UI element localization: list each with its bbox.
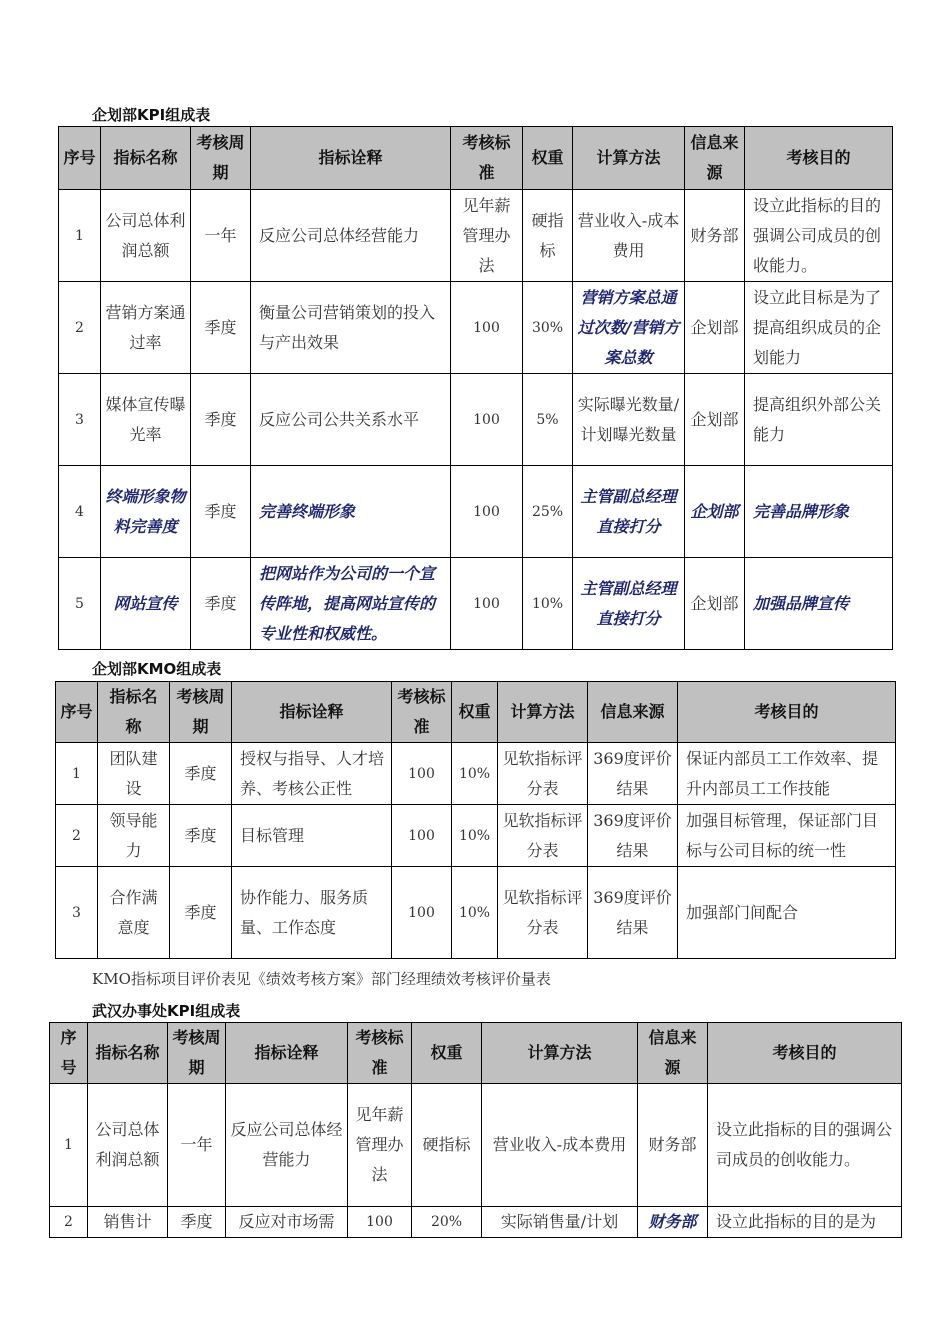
table-row <box>56 867 896 959</box>
cell-weight: 10% <box>523 558 573 650</box>
cell-desc: 完善终端形象 <box>251 466 451 558</box>
kpi-table-planning <box>58 126 893 650</box>
cell-method: 营业收入-成本费用 <box>482 1084 638 1207</box>
cell-standard: 见年薪管理办法 <box>451 190 523 282</box>
cell-no: 3 <box>59 374 101 466</box>
cell-name: 销售计 <box>88 1207 168 1238</box>
cell-name: 团队建设 <box>98 743 170 805</box>
header-standard: 考核标准 <box>451 127 523 190</box>
cell-no: 3 <box>56 867 98 959</box>
cell-purpose: 加强部门间配合 <box>678 867 896 959</box>
cell-weight: 10% <box>452 743 498 805</box>
cell-desc: 反应公司总体经营能力 <box>251 190 451 282</box>
cell-desc: 把网站作为公司的一个宣传阵地，提高网站宣传的专业性和权威性。 <box>251 558 451 650</box>
section2-title: 企划部KMO组成表 <box>92 660 222 678</box>
cell-no: 5 <box>59 558 101 650</box>
table-row <box>50 1084 902 1207</box>
header-method: 计算方法 <box>482 1023 638 1084</box>
cell-period: 季度 <box>168 1207 226 1238</box>
cell-desc: 反应公司总体经营能力 <box>226 1084 348 1207</box>
kpi-table-wuhan <box>49 1022 902 1238</box>
kmo-note: KMO指标项目评价表见《绩效考核方案》部门经理绩效考核评价量表 <box>92 970 551 988</box>
cell-weight: 10% <box>452 867 498 959</box>
header-desc: 指标诠释 <box>251 127 451 190</box>
cell-method: 营业收入-成本费用 <box>573 190 685 282</box>
cell-no: 4 <box>59 466 101 558</box>
header-no: 序号 <box>59 127 101 190</box>
cell-period: 季度 <box>191 374 251 466</box>
cell-desc: 反应公司公共关系水平 <box>251 374 451 466</box>
table-row <box>50 1207 902 1238</box>
cell-method: 实际销售量/计划 <box>482 1207 638 1238</box>
cell-source: 财务部 <box>685 190 745 282</box>
cell-purpose: 完善品牌形象 <box>745 466 893 558</box>
kmo-table-planning <box>55 681 896 959</box>
header-method: 计算方法 <box>498 682 588 743</box>
header-no: 序号 <box>50 1023 88 1084</box>
cell-method: 主管副总经理直接打分 <box>573 558 685 650</box>
cell-name: 营销方案通过率 <box>101 282 191 374</box>
cell-period: 一年 <box>191 190 251 282</box>
cell-source: 企划部 <box>685 558 745 650</box>
cell-weight: 20% <box>412 1207 482 1238</box>
cell-name: 网站宣传 <box>101 558 191 650</box>
cell-source: 企划部 <box>685 374 745 466</box>
cell-desc: 衡量公司营销策划的投入与产出效果 <box>251 282 451 374</box>
header-purpose: 考核目的 <box>745 127 893 190</box>
header-method: 计算方法 <box>573 127 685 190</box>
header-source: 信息来源 <box>638 1023 708 1084</box>
cell-name: 公司总体利润总额 <box>88 1084 168 1207</box>
cell-name: 合作满意度 <box>98 867 170 959</box>
table-row <box>56 805 896 867</box>
section3-title: 武汉办事处KPI组成表 <box>92 1002 241 1020</box>
cell-desc: 目标管理 <box>232 805 392 867</box>
cell-period: 一年 <box>168 1084 226 1207</box>
cell-desc: 协作能力、服务质量、工作态度 <box>232 867 392 959</box>
cell-period: 季度 <box>191 282 251 374</box>
cell-source: 369度评价结果 <box>588 867 678 959</box>
cell-no: 1 <box>56 743 98 805</box>
cell-purpose: 加强目标管理，保证部门目标与公司目标的统一性 <box>678 805 896 867</box>
cell-name: 领导能力 <box>98 805 170 867</box>
header-desc: 指标诠释 <box>226 1023 348 1084</box>
cell-weight: 5% <box>523 374 573 466</box>
header-period: 考核周期 <box>191 127 251 190</box>
cell-purpose: 加强品牌宣传 <box>745 558 893 650</box>
header-no: 序号 <box>56 682 98 743</box>
cell-no: 2 <box>50 1207 88 1238</box>
header-desc: 指标诠释 <box>232 682 392 743</box>
cell-weight: 硬指标 <box>412 1084 482 1207</box>
cell-weight: 30% <box>523 282 573 374</box>
cell-standard: 100 <box>451 558 523 650</box>
cell-no: 2 <box>56 805 98 867</box>
table-header-row <box>56 682 896 743</box>
cell-standard: 100 <box>392 805 452 867</box>
cell-period: 季度 <box>170 743 232 805</box>
cell-source: 369度评价结果 <box>588 805 678 867</box>
header-name: 指标名称 <box>98 682 170 743</box>
cell-source: 企划部 <box>685 282 745 374</box>
header-period: 考核周期 <box>168 1023 226 1084</box>
cell-standard: 100 <box>451 282 523 374</box>
cell-period: 季度 <box>170 805 232 867</box>
cell-purpose: 保证内部员工工作效率、提升内部员工工作技能 <box>678 743 896 805</box>
header-standard: 考核标准 <box>392 682 452 743</box>
table-row <box>59 374 893 466</box>
cell-standard: 100 <box>451 466 523 558</box>
header-period: 考核周期 <box>170 682 232 743</box>
cell-purpose: 设立此指标的目的是为 <box>708 1207 902 1238</box>
cell-period: 季度 <box>191 466 251 558</box>
cell-period: 季度 <box>191 558 251 650</box>
header-weight: 权重 <box>412 1023 482 1084</box>
header-purpose: 考核目的 <box>708 1023 902 1084</box>
cell-purpose: 设立此指标的目的强调公司成员的创收能力。 <box>708 1084 902 1207</box>
cell-source: 财务部 <box>638 1207 708 1238</box>
header-name: 指标名称 <box>101 127 191 190</box>
cell-desc: 反应对市场需 <box>226 1207 348 1238</box>
cell-standard: 100 <box>392 743 452 805</box>
table-row <box>59 466 893 558</box>
section1-title: 企划部KPI组成表 <box>92 106 211 124</box>
cell-method: 营销方案总通过次数/营销方案总数 <box>573 282 685 374</box>
cell-method: 见软指标评分表 <box>498 805 588 867</box>
cell-period: 季度 <box>170 867 232 959</box>
header-source: 信息来源 <box>685 127 745 190</box>
table-row <box>56 743 896 805</box>
cell-no: 1 <box>59 190 101 282</box>
table-row <box>59 558 893 650</box>
cell-weight: 25% <box>523 466 573 558</box>
cell-source: 财务部 <box>638 1084 708 1207</box>
cell-desc: 授权与指导、人才培养、考核公正性 <box>232 743 392 805</box>
cell-standard: 100 <box>392 867 452 959</box>
cell-method: 实际曝光数量/计划曝光数量 <box>573 374 685 466</box>
cell-no: 1 <box>50 1084 88 1207</box>
cell-purpose: 设立此指标的目的强调公司成员的创收能力。 <box>745 190 893 282</box>
cell-no: 2 <box>59 282 101 374</box>
cell-standard: 100 <box>451 374 523 466</box>
header-weight: 权重 <box>452 682 498 743</box>
cell-name: 媒体宣传曝光率 <box>101 374 191 466</box>
cell-purpose: 提高组织外部公关能力 <box>745 374 893 466</box>
header-purpose: 考核目的 <box>678 682 896 743</box>
cell-standard: 100 <box>348 1207 412 1238</box>
table-header-row <box>50 1023 902 1084</box>
header-source: 信息来源 <box>588 682 678 743</box>
cell-purpose: 设立此目标是为了提高组织成员的企划能力 <box>745 282 893 374</box>
cell-weight: 10% <box>452 805 498 867</box>
cell-standard: 见年薪管理办法 <box>348 1084 412 1207</box>
table-row <box>59 190 893 282</box>
cell-source: 369度评价结果 <box>588 743 678 805</box>
cell-name: 终端形象物料完善度 <box>101 466 191 558</box>
header-standard: 考核标准 <box>348 1023 412 1084</box>
table-row <box>59 282 893 374</box>
cell-method: 见软指标评分表 <box>498 743 588 805</box>
cell-weight: 硬指标 <box>523 190 573 282</box>
cell-method: 主管副总经理直接打分 <box>573 466 685 558</box>
cell-method: 见软指标评分表 <box>498 867 588 959</box>
header-name: 指标名称 <box>88 1023 168 1084</box>
cell-source: 企划部 <box>685 466 745 558</box>
cell-name: 公司总体利润总额 <box>101 190 191 282</box>
table-header-row <box>59 127 893 190</box>
header-weight: 权重 <box>523 127 573 190</box>
